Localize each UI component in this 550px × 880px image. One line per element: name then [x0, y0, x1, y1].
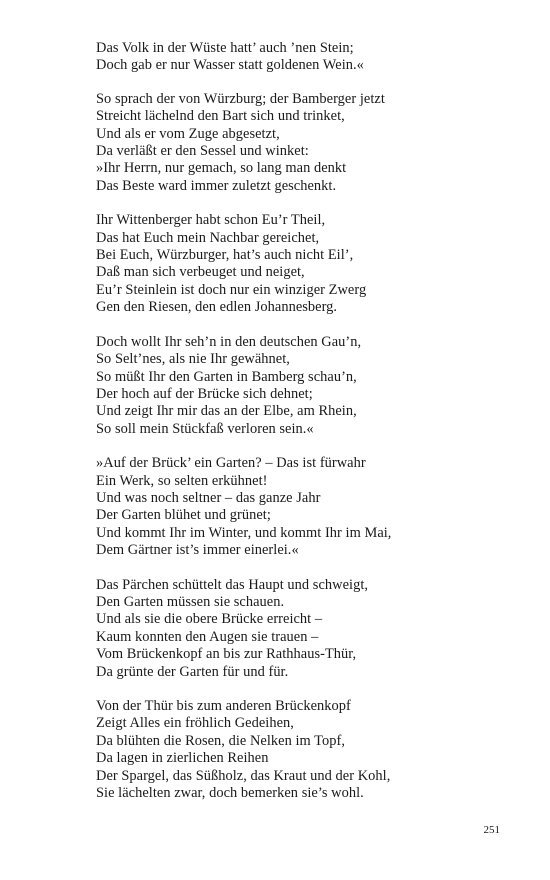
- verse-line: So müßt Ihr den Garten in Bamberg schau’n,: [96, 368, 357, 385]
- verse-line: Da grünte der Garten für und für.: [96, 663, 289, 680]
- stanza-3: [96, 212, 526, 316]
- verse-line: Da verläßt er den Sessel und winket:: [96, 143, 309, 160]
- verse-line: Der Spargel, das Süßholz, das Kraut und der Kohl,: [96, 767, 391, 784]
- stanza-2: [96, 91, 526, 195]
- verse-line: Und was noch seltner – das ganze Jahr: [96, 489, 321, 506]
- verse-line: Kaum konnten den Augen sie trauen –: [96, 628, 319, 645]
- poem-text: [96, 40, 526, 819]
- stanza-5: [96, 455, 526, 559]
- verse-line: »Ihr Herrn, nur gemach, so lang man denkt: [96, 160, 347, 177]
- verse-line: Gen den Riesen, den edlen Johannesberg.: [96, 299, 338, 316]
- verse-line: Sie lächelten zwar, doch bemerken sie’s wohl.: [96, 785, 364, 802]
- verse-line: Und als er vom Zuge abgesetzt,: [96, 125, 280, 142]
- stanza-1: [96, 40, 526, 75]
- verse-line: Da lagen in zierlichen Reihen: [96, 750, 269, 767]
- verse-line: Ihr Wittenberger habt schon Eu’r Theil,: [96, 212, 326, 229]
- verse-line: Das Pärchen schüttelt das Haupt und schweigt,: [96, 576, 369, 593]
- verse-line: Vom Brückenkopf an bis zur Rathhaus-Thür,: [96, 646, 357, 663]
- verse-line: Zeigt Alles ein fröhlich Gedeihen,: [96, 715, 294, 732]
- verse-line: »Auf der Brück’ ein Garten? – Das ist fürwahr: [96, 455, 366, 472]
- verse-line: Doch gab er nur Wasser statt goldenen Wein.«: [96, 57, 364, 74]
- verse-line: Dem Gärtner ist’s immer einerlei.«: [96, 542, 299, 559]
- verse-line: Und als sie die obere Brücke erreicht –: [96, 611, 323, 628]
- verse-line: So Selt’nes, als nie Ihr gewähnet,: [96, 351, 290, 368]
- verse-line: Den Garten müssen sie schauen.: [96, 593, 285, 610]
- page-number: 251: [483, 824, 500, 836]
- verse-line: Und kommt Ihr im Winter, und kommt Ihr im Mai,: [96, 524, 392, 541]
- stanza-4: [96, 334, 526, 438]
- verse-line: Daß man sich verbeuget und neiget,: [96, 264, 305, 281]
- verse-line: Da blühten die Rosen, die Nelken im Topf,: [96, 732, 345, 749]
- verse-line: Der hoch auf der Brücke sich dehnet;: [96, 385, 313, 402]
- verse-line: Bei Euch, Würzburger, hat’s auch nicht Eil’,: [96, 247, 354, 264]
- stanza-6: [96, 577, 526, 681]
- verse-line: Ein Werk, so selten erkühnet!: [96, 472, 268, 489]
- verse-line: Der Garten blühet und grünet;: [96, 507, 271, 524]
- verse-line: Von der Thür bis zum anderen Brückenkopf: [96, 698, 351, 714]
- verse-line: So sprach der von Würzburg; der Bamberger jetzt: [96, 90, 385, 107]
- stanza-7: [96, 698, 526, 802]
- verse-line: Doch wollt Ihr seh’n in den deutschen Gau’n,: [96, 333, 362, 350]
- verse-line: Und zeigt Ihr mir das an der Elbe, am Rhein,: [96, 403, 357, 420]
- verse-line: Das hat Euch mein Nachbar gereichet,: [96, 229, 320, 246]
- verse-line: Das Volk in der Wüste hatt’ auch ’nen Stein;: [96, 40, 354, 56]
- verse-line: So soll mein Stückfaß verloren sein.«: [96, 420, 314, 437]
- verse-line: Streicht lächelnd den Bart sich und trinket,: [96, 108, 345, 125]
- verse-line: Das Beste ward immer zuletzt geschenkt.: [96, 177, 337, 194]
- verse-line: Eu’r Steinlein ist doch nur ein winziger Zwerg: [96, 281, 367, 298]
